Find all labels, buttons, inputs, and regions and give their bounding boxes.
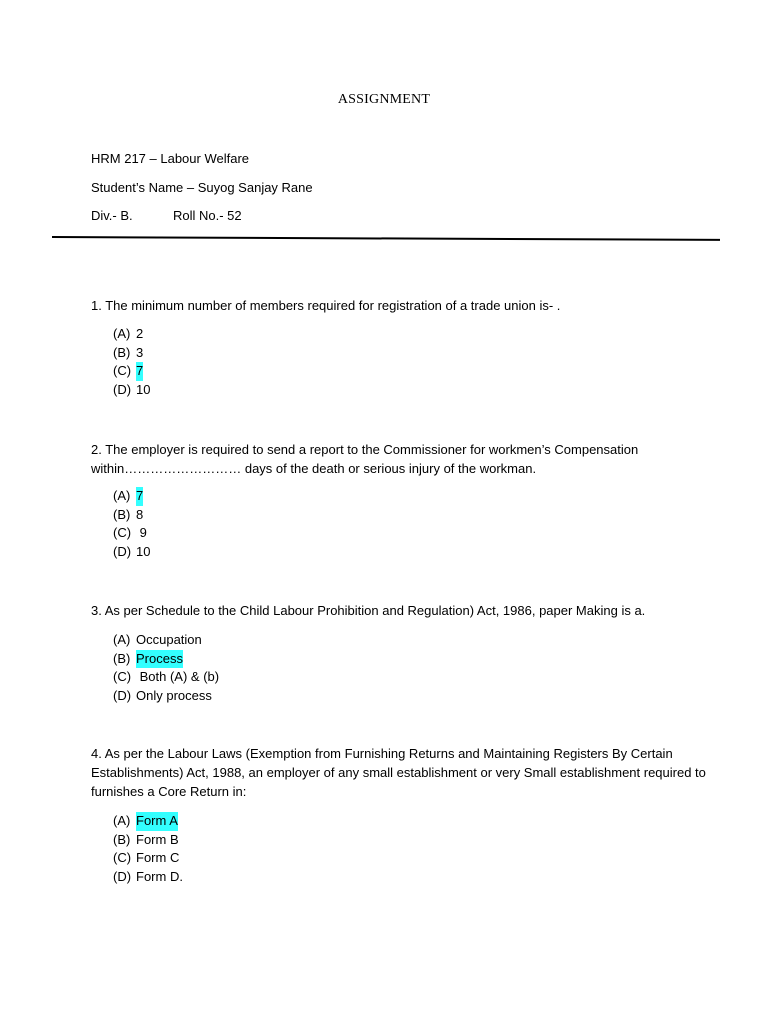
highlighted-answer: 7 [136,362,143,381]
division-label: Div.- B. [91,208,133,223]
option-row [113,668,219,687]
option-text: Only process [136,688,212,704]
option-letter: (D) [113,869,132,885]
option-row [113,650,219,669]
option-row [113,487,150,506]
option-letter: (C) [113,850,132,866]
option-text: 9 [136,525,147,541]
option-row [113,849,183,868]
option-text: Form C [136,850,180,866]
option-letter: (A) [113,488,131,503]
option-text: Form D. [136,869,183,885]
option-letter: (C) [113,669,132,685]
option-row [113,524,150,543]
option-text: Both (A) & (b) [136,669,220,685]
student-name-line: Student’s Name – Suyog Sanjay Rane [91,180,313,195]
option-row [113,362,150,381]
option-row [113,543,150,562]
option-row [113,381,150,400]
option-row [113,812,183,831]
option-letter: (B) [113,506,131,522]
option-letter: (D) [113,544,132,560]
option-letter: (D) [113,382,132,398]
option-row [113,344,150,363]
option-letter: (B) [113,831,131,847]
highlighted-answer: Process [136,650,183,669]
highlighted-answer: 7 [136,487,143,506]
course-line: HRM 217 – Labour Welfare [91,151,250,166]
question-3-text: 3. As per Schedule to the Child Labour Prohibition and Regulation) Act, 1986, paper Making is a. [91,603,646,618]
option-letter: (A) [113,326,131,341]
option-text: 3 [136,344,144,360]
document-title: ASSIGNMENT [337,92,431,107]
highlighted-answer: Form A [136,812,178,831]
option-text: 8 [136,506,144,522]
option-text: 10 [136,544,151,560]
question-1-options [113,325,150,400]
division-roll-line [91,208,242,223]
option-letter: (D) [113,688,132,704]
option-letter: (C) [113,363,132,379]
option-row [113,631,219,650]
option-row [113,831,183,850]
option-row [113,506,150,525]
option-text: Form B [136,831,179,847]
question-2-text: 2. The employer is required to send a report to the Commissioner for workmen’s Compensation within……………………… days of the death or serious injury of the workman. [91,442,639,476]
question-4-options [113,812,183,887]
option-text: 10 [136,382,151,398]
question-2-options [113,487,150,562]
option-letter: (C) [113,525,132,541]
option-text: Occupation [136,632,202,647]
option-row [113,687,219,706]
question-1-text: 1. The minimum number of members required for registration of a trade union is- . [91,298,561,313]
roll-number-label: Roll No.- 52 [173,208,242,223]
option-letter: (A) [113,813,131,828]
option-row [113,868,183,887]
question-4-text: 4. As per the Labour Laws (Exemption from Furnishing Returns and Maintaining Registers By Certain Establishments) Act, 1988, an employer of any small establishment or very Small establishment required to furnishes a Core Return in: [91,746,706,799]
option-letter: (B) [113,650,131,666]
option-text: 2 [136,326,144,341]
header-divider [52,236,720,241]
option-letter: (B) [113,344,131,360]
option-letter: (A) [113,632,131,647]
question-3-options [113,631,219,706]
option-row [113,325,150,344]
